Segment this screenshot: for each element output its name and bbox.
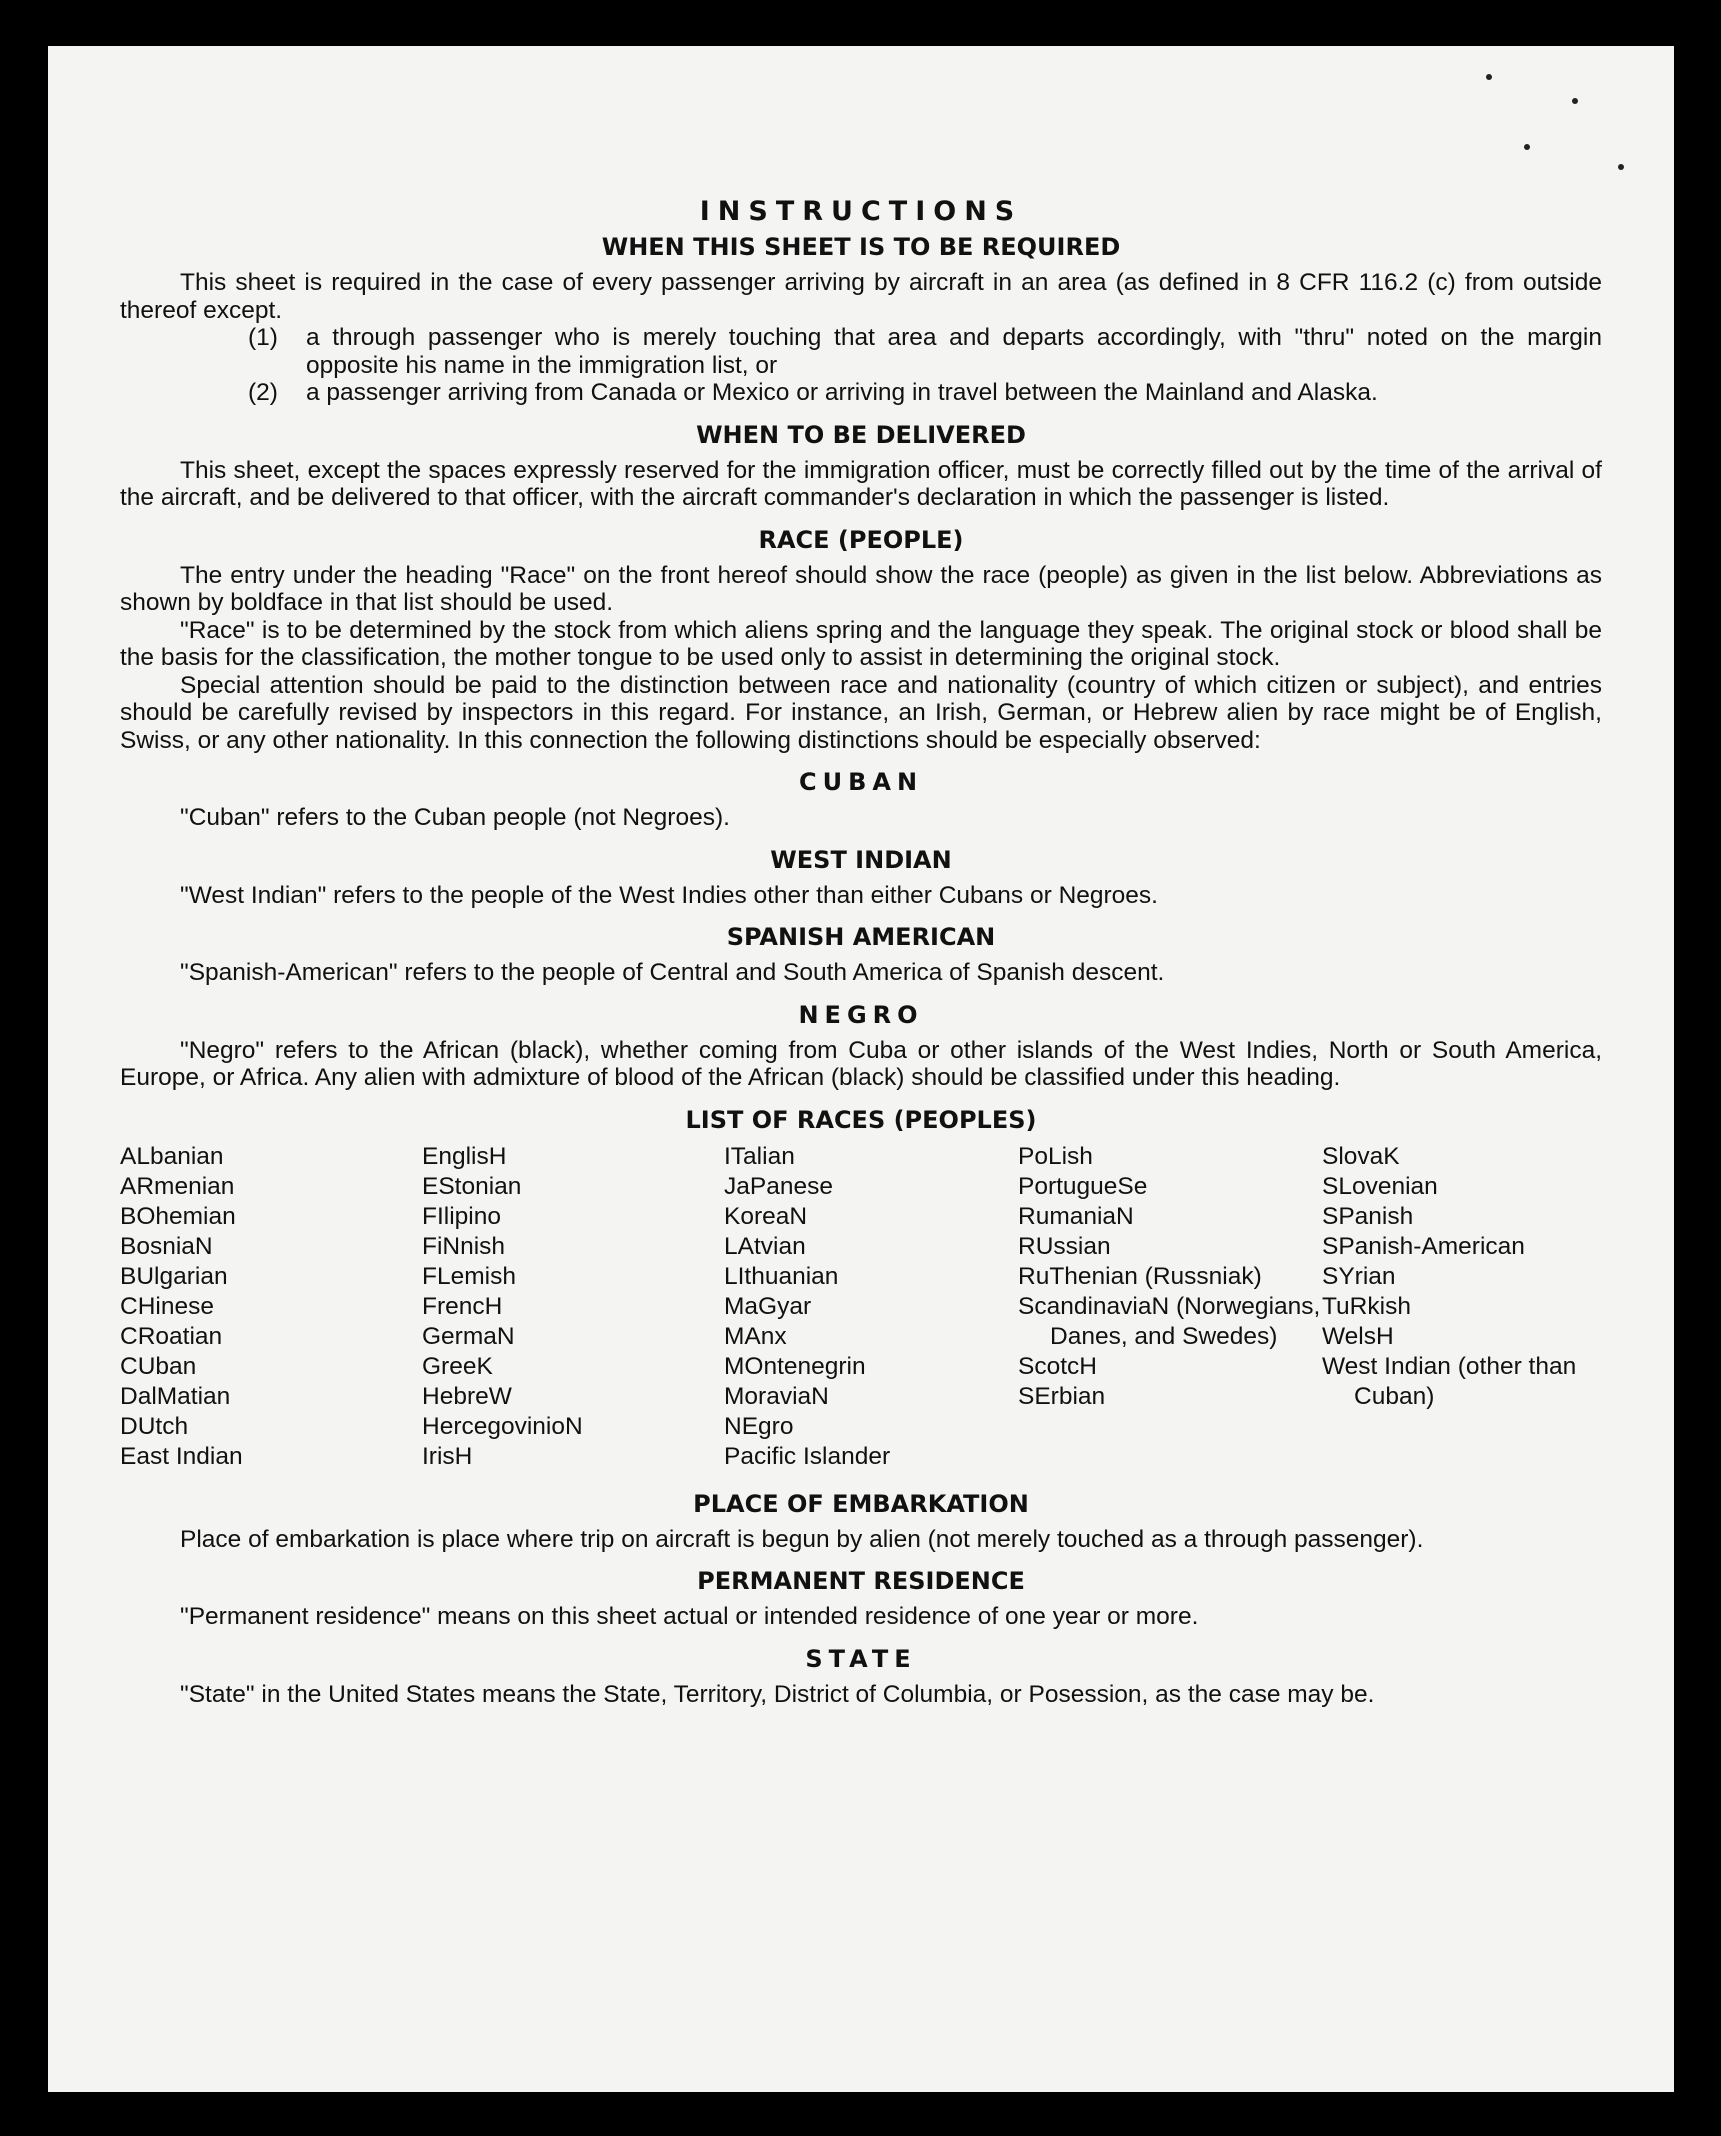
section-heading: STATE bbox=[805, 1644, 917, 1673]
page-title: INSTRUCTIONS bbox=[699, 196, 1023, 227]
race-entry: WelsH bbox=[1322, 1322, 1394, 1350]
race-entry: PoLish bbox=[1018, 1142, 1093, 1170]
print-speck bbox=[1524, 144, 1530, 150]
races-column bbox=[120, 1142, 422, 1472]
section-negro bbox=[120, 1001, 1602, 1092]
race-entry: EStonian bbox=[422, 1172, 522, 1200]
race-entry: ScandinaviaN (Norwegians, Danes, and Swedes) bbox=[1018, 1292, 1321, 1350]
race-entry: GreeK bbox=[422, 1352, 493, 1380]
section-west-indian bbox=[120, 846, 1602, 910]
race-entry: IrisH bbox=[422, 1442, 473, 1470]
race-entry: BosniaN bbox=[120, 1232, 213, 1260]
race-entry: SYrian bbox=[1322, 1262, 1396, 1290]
item-number: (2) bbox=[248, 379, 278, 406]
race-entry: KoreaN bbox=[724, 1202, 808, 1230]
paragraph: "Race" is to be determined by the stock from which aliens spring and the language they speak. The original stock or blood shall be the basis for the classification, the mother tongue to be used only to assist in determining the original stock. bbox=[120, 616, 1602, 671]
races-column bbox=[1322, 1142, 1582, 1472]
race-entry: TuRkish bbox=[1322, 1292, 1411, 1320]
item-text: a passenger arriving from Canada or Mexico or arriving in travel between the Mainland and Alaska. bbox=[306, 379, 1378, 406]
race-entry: Pacific Islander bbox=[724, 1442, 891, 1470]
section-permanent-residence bbox=[120, 1567, 1602, 1631]
race-entry: NEgro bbox=[724, 1412, 794, 1440]
paragraph: Special attention should be paid to the distinction between race and nationality (country of which citizen or subject), and entries should be carefully revised by inspectors in this regard. For instance, an Irish, German, or Hebrew alien by race might be of English, Swiss, or any other nationality. In this connection the following distinctions should be especially observed: bbox=[120, 671, 1602, 754]
race-entry: FLemish bbox=[422, 1262, 516, 1290]
section-cuban bbox=[120, 768, 1602, 832]
section-heading: NEGRO bbox=[798, 1000, 924, 1029]
race-entry: JaPanese bbox=[724, 1172, 833, 1200]
races-column bbox=[1018, 1142, 1322, 1472]
section-race-people bbox=[120, 526, 1602, 755]
race-entry: RumaniaN bbox=[1018, 1202, 1134, 1230]
races-column bbox=[422, 1142, 724, 1472]
race-entry: SlovaK bbox=[1322, 1142, 1400, 1170]
race-entry: LIthuanian bbox=[724, 1262, 839, 1290]
race-entry: PortugueSe bbox=[1018, 1172, 1148, 1200]
section-when-this-sheet-is-to-be-required bbox=[120, 233, 1602, 407]
race-entry: SPanish-American bbox=[1322, 1232, 1525, 1260]
section-heading: RACE (PEOPLE) bbox=[758, 525, 964, 554]
paragraph: "Cuban" refers to the Cuban people (not Negroes). bbox=[180, 804, 730, 831]
section-spanish-american bbox=[120, 923, 1602, 987]
race-entry: MoraviaN bbox=[724, 1382, 829, 1410]
instruction-sheet bbox=[48, 46, 1674, 2092]
race-entry: EnglisH bbox=[422, 1142, 507, 1170]
item-number: (1) bbox=[248, 324, 278, 351]
race-entry: East Indian bbox=[120, 1442, 243, 1470]
race-entry: FiNnish bbox=[422, 1232, 506, 1260]
sections-bottom bbox=[120, 1490, 1602, 1709]
paragraph: "Spanish-American" refers to the people of Central and South America of Spanish descent. bbox=[180, 959, 1165, 986]
race-entry: West Indian (other than Cuban) bbox=[1322, 1352, 1577, 1410]
print-speck bbox=[1572, 98, 1578, 104]
race-entry: ALbanian bbox=[120, 1142, 224, 1170]
race-entry: RuThenian (Russniak) bbox=[1018, 1262, 1262, 1290]
section-heading: WHEN TO BE DELIVERED bbox=[696, 420, 1026, 449]
races-list bbox=[120, 1142, 1602, 1472]
paragraph: "State" in the United States means the State, Territory, District of Columbia, or Posession, as the case may be. bbox=[180, 1680, 1375, 1708]
race-entry: DalMatian bbox=[120, 1382, 231, 1410]
section-heading: PERMANENT RESIDENCE bbox=[697, 1567, 1025, 1595]
race-entry: CRoatian bbox=[120, 1322, 223, 1350]
paragraph: "Negro" refers to the African (black), whether coming from Cuba or other islands of the West Indies, North or South America, Europe, or Africa. Any alien with admixture of blood of the African (black) should be classified under this heading. bbox=[120, 1036, 1602, 1091]
race-entry: SErbian bbox=[1018, 1382, 1106, 1410]
race-entry: CHinese bbox=[120, 1292, 214, 1320]
section-heading: WEST INDIAN bbox=[770, 845, 952, 874]
section-place-of-embarkation bbox=[120, 1490, 1602, 1554]
race-entry: HebreW bbox=[422, 1382, 512, 1410]
list-item bbox=[120, 379, 1602, 407]
race-entry: ScotcH bbox=[1018, 1352, 1097, 1380]
section-state bbox=[120, 1645, 1602, 1709]
race-entry: LAtvian bbox=[724, 1232, 806, 1260]
race-entry: SPanish bbox=[1322, 1202, 1414, 1230]
race-entry: ARmenian bbox=[120, 1172, 235, 1200]
section-heading: PLACE OF EMBARKATION bbox=[693, 1489, 1029, 1518]
section-heading: SPANISH AMERICAN bbox=[726, 923, 996, 951]
race-entry: CUban bbox=[120, 1352, 197, 1380]
races-column bbox=[724, 1142, 1018, 1472]
race-entry: GermaN bbox=[422, 1322, 515, 1350]
section-heading: WHEN THIS SHEET IS TO BE REQUIRED bbox=[601, 233, 1121, 261]
race-entry: MOntenegrin bbox=[724, 1352, 866, 1380]
race-entry: FIlipino bbox=[422, 1202, 501, 1230]
paragraph: This sheet is required in the case of every passenger arriving by aircraft in an area (as defined in 8 CFR 116.2 (c) from outside thereof except. bbox=[120, 269, 1602, 324]
paragraph: Place of embarkation is place where trip on aircraft is begun by alien (not merely touched as a through passenger). bbox=[180, 1525, 1424, 1553]
list-item bbox=[120, 324, 1602, 379]
paragraph: The entry under the heading "Race" on the front hereof should show the race (people) as given in the list below. Abbreviations as shown by boldface in that list should be used. bbox=[120, 561, 1602, 616]
race-entry: RUssian bbox=[1018, 1232, 1111, 1260]
section-heading: CUBAN bbox=[798, 768, 924, 796]
section-when-to-be-delivered bbox=[120, 421, 1602, 512]
paragraph: "West Indian" refers to the people of the West Indies other than either Cubans or Negroes. bbox=[180, 881, 1158, 909]
race-entry: MAnx bbox=[724, 1322, 787, 1350]
races-heading: LIST OF RACES (PEOPLES) bbox=[685, 1105, 1037, 1134]
race-entry: MaGyar bbox=[724, 1292, 812, 1320]
race-entry: HercegovinioN bbox=[422, 1412, 583, 1440]
sections-top bbox=[120, 233, 1602, 1092]
paragraph: This sheet, except the spaces expressly reserved for the immigration officer, must be correctly filled out by the time of the arrival of the aircraft, and be delivered to that officer, with the aircraft commander's declaration in which the passenger is listed. bbox=[120, 456, 1602, 511]
race-entry: DUtch bbox=[120, 1412, 189, 1440]
race-entry: SLovenian bbox=[1322, 1172, 1438, 1200]
race-entry: ITalian bbox=[724, 1142, 795, 1170]
race-entry: FrencH bbox=[422, 1292, 503, 1320]
print-speck bbox=[1486, 74, 1492, 80]
print-speck bbox=[1618, 164, 1624, 170]
item-text: a through passenger who is merely touching that area and departs accordingly, with "thru" noted on the margin opposite his name in the immigration list, or bbox=[306, 324, 1602, 379]
race-entry: BUlgarian bbox=[120, 1262, 228, 1290]
paragraph: "Permanent residence" means on this sheet actual or intended residence of one year or more. bbox=[180, 1603, 1199, 1630]
race-entry: BOhemian bbox=[120, 1202, 236, 1230]
